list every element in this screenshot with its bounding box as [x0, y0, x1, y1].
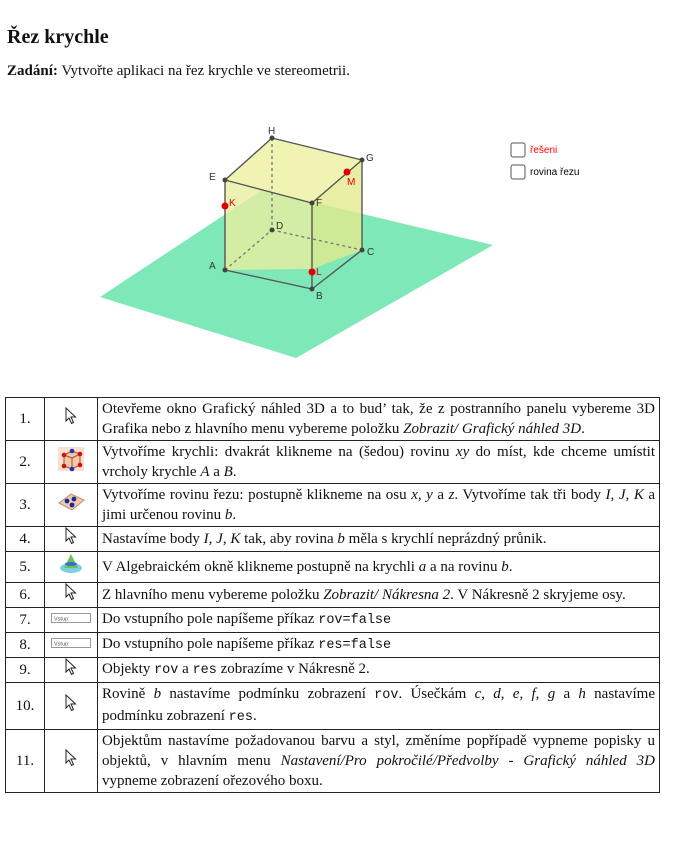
checkbox-rovina-rezu-box[interactable]	[511, 165, 525, 179]
step-row	[6, 633, 660, 658]
label-g: G	[366, 153, 374, 164]
step-row	[6, 398, 660, 441]
step-text-part: b	[224, 507, 233, 523]
step-text-part: ,	[625, 487, 634, 503]
step-text-part: ,	[417, 487, 427, 503]
step-text-part: .	[508, 559, 513, 575]
step-text-part: měla s krychlí neprázdný průnik.	[344, 531, 547, 547]
step-number: 1.	[6, 398, 45, 441]
label-h: H	[268, 126, 276, 137]
steps-table	[5, 397, 660, 793]
step-text-part: ,	[535, 686, 548, 702]
step-text-part: do míst, kde chceme umístit vrcholy krychle	[102, 444, 655, 480]
cursor-icon	[45, 730, 98, 793]
step-text-part: rov	[154, 663, 179, 678]
step-text-part: J	[216, 531, 223, 547]
step-text	[98, 441, 660, 484]
cube-tool-icon	[45, 441, 98, 484]
step-number: 5.	[6, 552, 45, 583]
step-text-part: Objektům nastavíme požadovanou barvu a styl, změníme popřípadě vypneme popisky u objektů, v hlavním menu	[102, 733, 655, 769]
vertex-point	[310, 287, 315, 292]
step-row	[6, 441, 660, 484]
step-text-part: Otevřeme okno Grafický náhled 3D a to bud’ tak, že z postranního panelu vybereme 3D Grafika nebo z hlavního menu vybereme položku	[102, 401, 655, 437]
step-text-part: . Vytvoříme tak tři body	[454, 487, 606, 503]
step-text-part: Nastavení/Pro pokročilé/Předvolby - Grafický náhled 3D	[280, 753, 655, 769]
step-text-part: .	[232, 464, 237, 480]
step-text-part: K	[633, 487, 644, 503]
step-text-part: res	[192, 663, 217, 678]
step-text-part: zobrazíme v Nákresně 2.	[216, 661, 370, 677]
label-e: E	[209, 172, 216, 183]
label-c: C	[367, 247, 375, 258]
step-text	[98, 608, 660, 633]
vertex-point	[223, 268, 228, 273]
step-text-part: b	[337, 531, 345, 547]
step-text-part: ,	[610, 487, 619, 503]
label-f: F	[316, 198, 323, 209]
label-a: A	[209, 261, 216, 272]
step-text-part: . V Nákresně 2 skryjeme osy.	[450, 587, 626, 603]
step-text-part: .	[252, 708, 257, 724]
step-number: 9.	[6, 658, 45, 683]
step-number: 7.	[6, 608, 45, 633]
checkbox-reseni[interactable]	[511, 143, 557, 157]
step-text-part: a	[418, 559, 427, 575]
cursor-icon	[45, 683, 98, 730]
step-row	[6, 683, 660, 730]
step-text-part: tak, aby rovina	[240, 531, 338, 547]
step-text-part: Do vstupního pole napíšeme příkaz	[102, 611, 319, 627]
step-text-part: V Algebraickém okně klikneme postupně na krychli	[102, 559, 419, 575]
step-text-part: I	[203, 531, 209, 547]
step-text-part: b	[153, 686, 162, 702]
step-row	[6, 608, 660, 633]
svg-text:Vstup:: Vstup:	[54, 641, 70, 648]
step-text-part: Zobrazit/ Nákresna 2	[323, 587, 451, 603]
step-text-part: rov=false	[318, 613, 392, 628]
checkbox-rovina-rezu-label: rovina řezu	[530, 167, 580, 178]
step-text-part: vypneme zobrazení ořezového boxu.	[102, 773, 323, 789]
input-bar-icon	[45, 608, 98, 633]
step-text-part: a	[178, 661, 193, 677]
step-row	[6, 484, 660, 527]
plane-three-points-icon	[45, 484, 98, 527]
page-title: Řez krychle	[7, 26, 109, 48]
cube-section-figure	[0, 110, 673, 400]
step-text-part: b	[501, 559, 509, 575]
step-text-part: xy	[455, 444, 470, 460]
step-text-part: Rovině	[102, 686, 154, 702]
step-text-part: g	[547, 686, 556, 702]
task-text: Vytvořte aplikaci na řez krychle ve stereometrii.	[61, 63, 350, 79]
step-text-part: a	[432, 487, 449, 503]
step-text-part: e	[512, 686, 520, 702]
label-k: K	[229, 198, 236, 209]
step-text-part: a jimi určenou rovinu	[102, 487, 656, 523]
task-statement	[7, 63, 350, 80]
input-bar-icon	[45, 633, 98, 658]
step-row	[6, 583, 660, 608]
label-b: B	[316, 291, 323, 302]
step-text-part: f	[531, 686, 536, 702]
cursor-icon	[45, 398, 98, 441]
label-d: D	[276, 221, 284, 232]
step-number: 3.	[6, 484, 45, 527]
step-row	[6, 527, 660, 552]
checkbox-rovina-rezu[interactable]	[511, 165, 579, 179]
step-text-part: a	[209, 464, 224, 480]
step-text-part: Vytvoříme rovinu řezu: postupně klikneme na osu	[102, 487, 412, 503]
step-text	[98, 484, 660, 527]
step-row	[6, 552, 660, 583]
step-text-part: ,	[500, 686, 513, 702]
step-text-part: A	[200, 464, 210, 480]
step-text-part: nastavíme podmínku zobrazení	[102, 686, 655, 724]
step-text-part: ,	[222, 531, 231, 547]
step-text-part: Objekty	[102, 661, 155, 677]
vertex-point	[360, 158, 365, 163]
label-l: L	[316, 267, 322, 278]
step-text	[98, 552, 660, 583]
step-text	[98, 683, 660, 730]
step-text-part: K	[230, 531, 241, 547]
vertex-point	[310, 201, 315, 206]
step-text-part: Nastavíme body	[102, 531, 204, 547]
vertex-point	[360, 248, 365, 253]
step-text-part: Zobrazit/ Grafický náhled 3D	[403, 421, 582, 437]
step-row	[6, 730, 660, 793]
step-text-part: z	[448, 487, 455, 503]
intersection-tool-icon	[45, 552, 98, 583]
step-number: 10.	[6, 683, 45, 730]
cursor-icon	[45, 583, 98, 608]
point-k	[222, 203, 229, 210]
svg-text:Vstup:: Vstup:	[54, 616, 70, 623]
step-text	[98, 658, 660, 683]
step-text-part: a	[555, 686, 579, 702]
step-text-part: ,	[481, 686, 494, 702]
step-text-part: h	[578, 686, 586, 702]
step-text-part: Z hlavního menu vybereme položku	[102, 587, 324, 603]
step-text-part: B	[223, 464, 233, 480]
task-label: Zadání:	[7, 63, 58, 79]
step-text-part: c	[474, 686, 482, 702]
step-text	[98, 730, 660, 793]
step-text-part: .	[581, 421, 585, 437]
step-text-part: rov	[374, 688, 399, 703]
step-text-part: .	[232, 507, 237, 523]
step-number: 11.	[6, 730, 45, 793]
step-text	[98, 398, 660, 441]
step-text-part: x	[411, 487, 418, 503]
step-text-part: res=false	[318, 638, 392, 653]
step-text-part: ,	[519, 686, 532, 702]
step-text-part: I	[605, 487, 611, 503]
step-row	[6, 658, 660, 683]
step-text-part: J	[618, 487, 626, 503]
step-text-part: Vytvoříme krychli: dvakrát klikneme na (šedou) rovinu	[102, 444, 456, 460]
label-m: M	[347, 177, 356, 188]
checkbox-reseni-label: řešeni	[530, 145, 558, 156]
checkbox-reseni-box[interactable]	[511, 143, 525, 157]
step-text	[98, 583, 660, 608]
vertex-point	[223, 178, 228, 183]
point-l	[309, 269, 316, 276]
step-text-part: a na rovinu	[426, 559, 502, 575]
step-text-part: nastavíme podmínku zobrazení	[161, 686, 375, 702]
step-text	[98, 633, 660, 658]
step-text-part: ,	[208, 531, 217, 547]
step-text-part: d	[493, 686, 501, 702]
step-text-part: y	[426, 487, 433, 503]
step-number: 4.	[6, 527, 45, 552]
step-number: 6.	[6, 583, 45, 608]
point-m	[344, 169, 351, 176]
step-text-part: res	[228, 710, 253, 725]
step-number: 8.	[6, 633, 45, 658]
step-text-part: . Úsečkám	[398, 686, 475, 702]
step-number: 2.	[6, 441, 45, 484]
cursor-icon	[45, 658, 98, 683]
vertex-point	[270, 228, 275, 233]
step-text	[98, 527, 660, 552]
step-text-part: Do vstupního pole napíšeme příkaz	[102, 636, 319, 652]
cursor-icon	[45, 527, 98, 552]
